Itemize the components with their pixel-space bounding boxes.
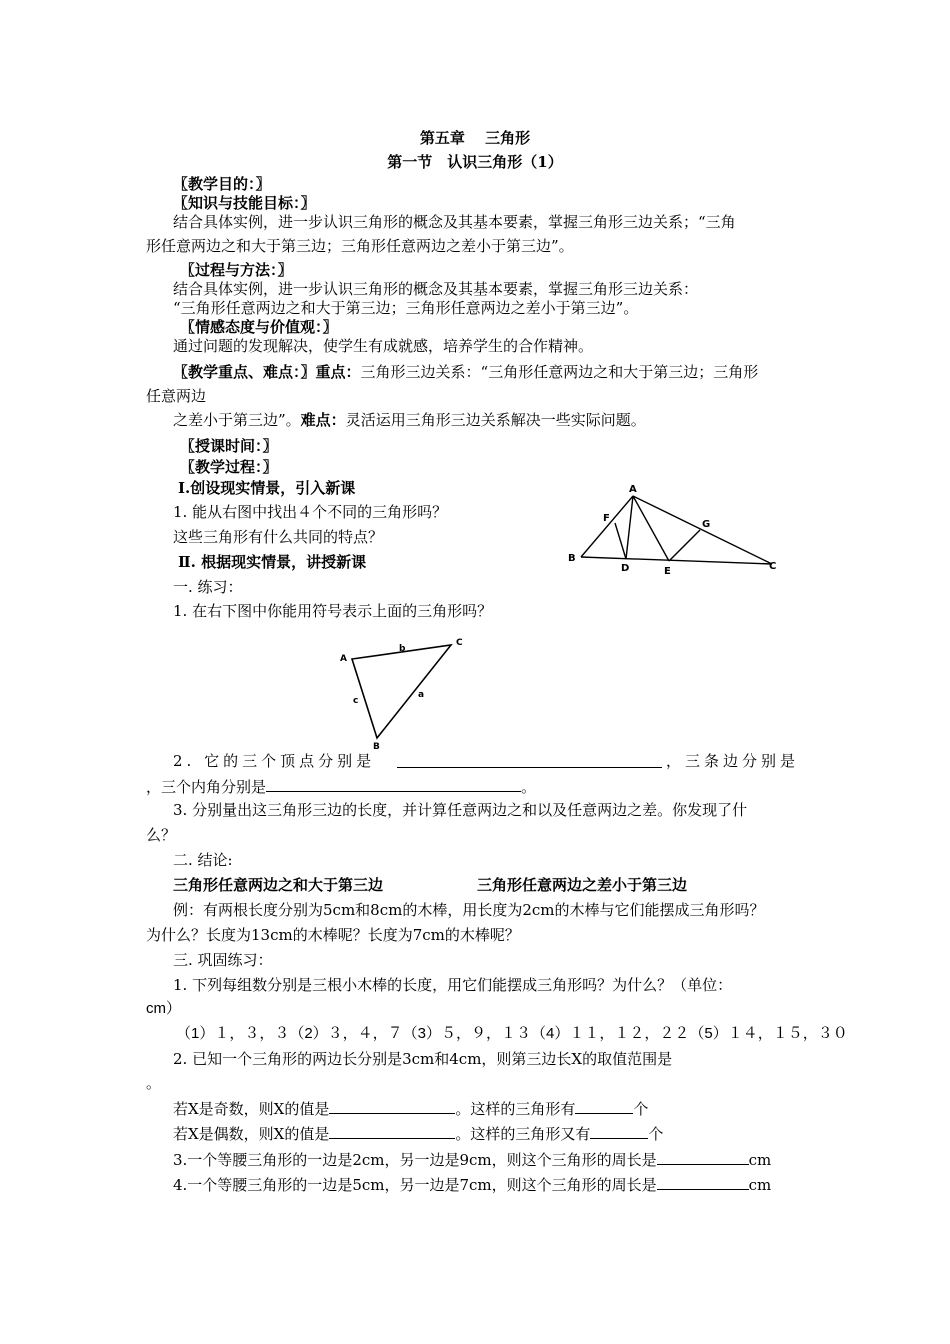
label-teaching-goal: 〖教学目的：〗	[173, 175, 271, 193]
difficulty-label: 难点：	[300, 411, 346, 429]
exercise-2-line-1	[173, 751, 375, 771]
process-text-2: “三角形任意两边之和大于第三边；三角形任意两边之差小于第三边”。	[173, 299, 639, 317]
label-attitude: 〖情感态度与价值观：〗	[180, 318, 338, 336]
keypoint-label: 重点：	[315, 363, 361, 381]
practice-4-unit: cm	[748, 1176, 772, 1194]
part2-heading: Ⅱ. 根据现实情景，讲授新课	[178, 553, 367, 571]
keypoint-line3-text: 之差小于第三边”。	[173, 411, 301, 429]
exercise-label: 一. 练习：	[173, 578, 243, 596]
exercise-3-line-1: 3. 分别量出这三角形三边的长度，并计算任意两边之和以及任意两边之差。你发现了什	[173, 801, 748, 819]
fig2-label-B: B	[373, 742, 380, 752]
fig2-label-A: A	[340, 654, 347, 664]
practice-1-line-2: cm）	[146, 1000, 181, 1017]
example-line-2: 为什么？长度为13cm的木棒呢？长度为7cm的木棒呢？	[146, 926, 520, 944]
even-text-b: 。这样的三角形又有	[455, 1125, 591, 1143]
example-line-1: 例：有两根长度分别为5cm和8cm的木棒，用长度为2cm的木棒与它们能摆成三角形吗？	[173, 901, 765, 919]
even-value-blank[interactable]	[329, 1123, 455, 1139]
conclusion-label: 二. 结论:	[173, 851, 233, 869]
odd-value-blank[interactable]	[329, 1098, 455, 1114]
practice-3-unit: cm	[748, 1151, 772, 1169]
attitude-text: 通过问题的发现解决，使学生有成就感，培养学生的合作精神。	[173, 337, 594, 355]
label-class-time: 〖授课时间：〗	[180, 437, 278, 455]
practice-2-line-2: 。	[146, 1074, 162, 1092]
part1-question-1: 1. 能从右图中找出４个不同的三角形吗？	[173, 503, 448, 521]
fig1-label-A: A	[629, 484, 637, 495]
angles-blank[interactable]	[266, 776, 521, 792]
practice-4	[173, 1174, 771, 1195]
difficulty-text: 灵活运用三角形三边关系解决一些实际问题。	[345, 411, 646, 429]
fig1-label-B: B	[568, 553, 576, 564]
even-text-a: 若X是偶数，则X的值是	[173, 1125, 330, 1143]
exercise-3-line-2: 么？	[146, 826, 177, 844]
chapter-title: 第五章 三角形	[419, 129, 531, 147]
practice-1-line-1: 1. 下列每组数分别是三根小木棒的长度，用它们能摆成三角形吗？为什么？（单位：	[173, 976, 733, 994]
label-knowledge-goal: 〖知识与技能目标：〗	[173, 194, 316, 212]
exercise-2-angles-text: ，三个内角分别是	[146, 778, 267, 796]
conclusion-difference: 三角形任意两边之差小于第三边	[477, 876, 688, 894]
odd-text-a: 若X是奇数，则X的值是	[173, 1100, 330, 1118]
practice-2-odd	[173, 1098, 648, 1119]
label-teaching-procedure: 〖教学过程：〗	[180, 458, 278, 476]
odd-count-blank[interactable]	[575, 1098, 633, 1114]
fig1-label-G: G	[702, 519, 711, 530]
practice-1-groups: （1）１，３，３（2）３，４，７（3）５，９，１３（4）１１，１２，２２（5）１４，１５，３０	[176, 1025, 848, 1042]
practice-4-text: 4.一个等腰三角形的一边是5cm，另一边是7cm，则这个三角形的周长是	[173, 1176, 657, 1194]
fig1-label-E: E	[664, 566, 671, 577]
fig2-label-C: C	[456, 638, 463, 648]
practice-label: 三. 巩固练习：	[173, 951, 273, 969]
practice-3-text: 3.一个等腰三角形的一边是2cm，另一边是9cm，则这个三角形的周长是	[173, 1151, 657, 1169]
exercise-2-line-2	[146, 776, 536, 797]
part1-question-2: 这些三角形有什么共同的特点？	[173, 528, 384, 546]
practice-3	[173, 1149, 771, 1170]
knowledge-text-2: 形任意两边之和大于第三边；三角形任意两边之差小于第三边”。	[146, 237, 574, 255]
fig2-triangle	[352, 645, 451, 738]
exercise-1: 1. 在右下图中你能用符号表示上面的三角形吗？	[173, 602, 493, 620]
practice-2-even	[173, 1123, 663, 1144]
practice-3-blank[interactable]	[657, 1149, 749, 1165]
exercise-2-sides-text: ，三条边分别是	[666, 752, 800, 770]
label-process-method: 〖过程与方法：〗	[180, 261, 293, 279]
section-title: 第一节 认识三角形（1）	[387, 153, 563, 171]
odd-text-c: 个	[633, 1100, 649, 1118]
keypoints-line-2: 任意两边	[146, 387, 207, 405]
fig2-label-c: c	[353, 696, 359, 706]
knowledge-text-1: 结合具体实例，进一步认识三角形的概念及其基本要素，掌握三角形三边关系；“三角	[173, 213, 736, 231]
fig2-label-b: b	[399, 644, 406, 654]
vertices-blank[interactable]	[397, 752, 662, 768]
practice-2-line-1: 2. 已知一个三角形的两边长分别是3cm和4cm，则第三边长X的取值范围是	[173, 1050, 673, 1068]
fig1-label-D: D	[621, 563, 630, 574]
odd-text-b: 。这样的三角形有	[455, 1100, 576, 1118]
exercise-2-end: 。	[521, 778, 537, 796]
fig1-label-F: F	[603, 513, 610, 524]
fig1-label-C: C	[769, 561, 777, 572]
conclusion-sum: 三角形任意两边之和大于第三边	[173, 876, 384, 894]
exercise-2-vertices-text: 2. 它的三个顶点分别是	[173, 752, 376, 770]
practice-4-blank[interactable]	[657, 1174, 749, 1190]
label-keypoints: 〖教学重点、难点：〗	[173, 363, 316, 381]
fig2-label-a: a	[418, 690, 425, 700]
even-count-blank[interactable]	[590, 1123, 648, 1139]
part1-heading: Ⅰ.创设现实情景，引入新课	[178, 479, 356, 497]
even-text-c: 个	[648, 1125, 664, 1143]
keypoint-text: 三角形三边关系：“三角形任意两边之和大于第三边；三角形	[360, 363, 759, 381]
process-text-1: 结合具体实例，进一步认识三角形的概念及其基本要素，掌握三角形三边关系：	[173, 280, 699, 298]
